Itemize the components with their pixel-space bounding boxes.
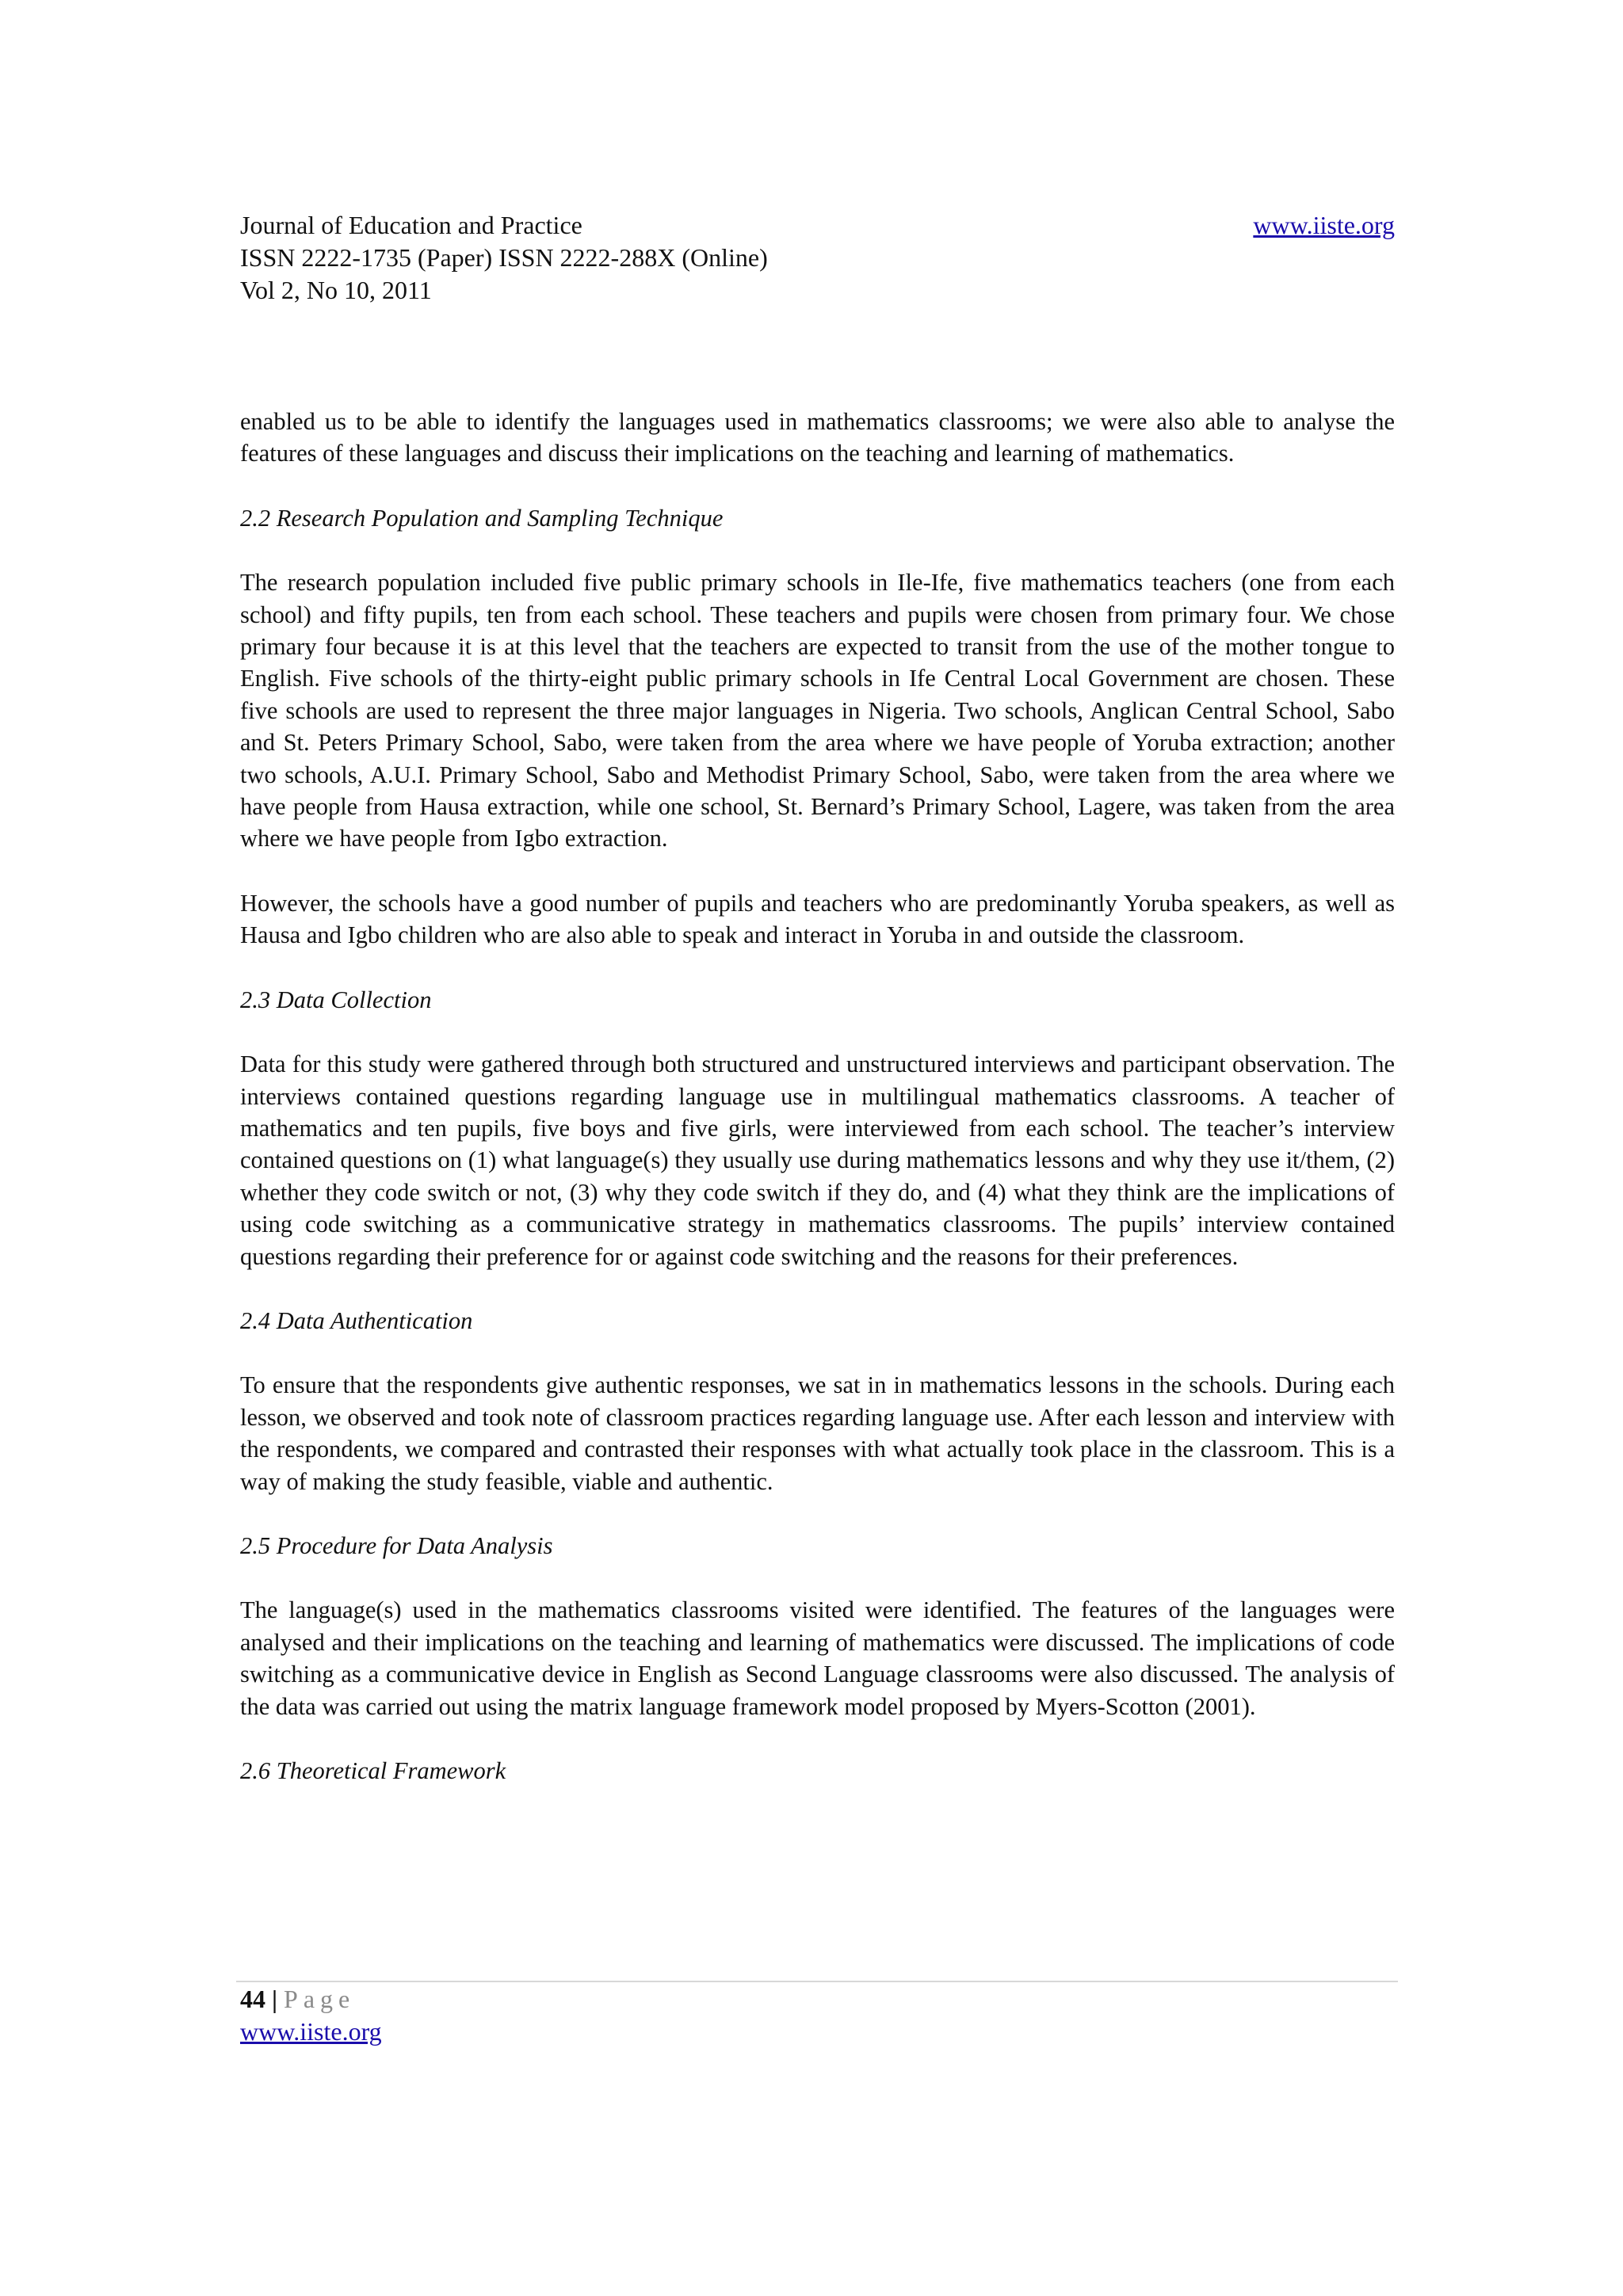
paragraph-data-analysis: The language(s) used in the mathematics classrooms visited were identified. The features of the languages were analysed and their implications on the teaching and learning of mathematics were discussed. The implications of code switching as a communicative device in English as Second Language classrooms were also discussed. The analysis of the data was carried out using the matrix language framework model proposed by Myers-Scotton (2001).	[240, 1596, 1395, 1720]
intro-paragraph: enabled us to be able to identify the languages used in mathematics classrooms; we were also able to analyse the features of these languages and discuss their implications on the teaching and learning of mathematics.	[240, 408, 1395, 467]
volume-info: Vol 2, No 10, 2011	[240, 276, 432, 304]
header-row-title	[240, 209, 1395, 242]
header-row-issn	[240, 242, 1395, 274]
issn-paper: ISSN 2222-1735 (Paper)	[240, 243, 493, 272]
article-body	[240, 406, 1395, 1787]
paragraph-data-collection: Data for this study were gathered through both structured and unstructured interviews and participant observation. The interviews contained questions regarding language use in multilingual mathematics classrooms. A teacher of mathematics and ten pupils, five boys and five girls, were interviewed from each school. The teacher’s interview contained questions on (1) what language(s) they usually use during mathematics lessons and why they use it/them, (2) whether they code switch or not, (3) why they code switch if they do, and (4) what they think are the implications of using code switching as a communicative strategy in mathematics classrooms. The pupils’ interview contained questions regarding their preference for or against code switching and the reasons for their preferences.	[240, 1051, 1395, 1270]
section-heading-data-collection: 2.3 Data Collection	[240, 986, 432, 1013]
page-separator: |	[272, 1985, 278, 2013]
page-footer	[240, 1983, 382, 2048]
paragraph-research-population: The research population included five public primary schools in Ile-Ife, five mathematics teachers (one from each school) and fifty pupils, ten from each school. These teachers and pupils were chosen from primary four. We chose primary four because it is at this level that the teachers are expected to transit from the use of the mother tongue to English. Five schools of the thirty-eight public primary schools in Ife Central Local Government are chosen. These five schools are used to represent the three major languages in Nigeria. Two schools, Anglican Central School, Sabo and St. Peters Primary School, Sabo, were taken from the area where we have people of Yoruba extraction; another two schools, A.U.I. Primary School, Sabo and Methodist Primary School, Sabo, were taken from the area where we have people from Hausa extraction, while one school, St. Bernard’s Primary School, Lagere, was taken from the area where we have people from Igbo extraction.	[240, 569, 1395, 852]
page-label: Page	[284, 1985, 356, 2013]
issn-online: ISSN 2222-288X (Online)	[498, 243, 768, 272]
page-number-line	[240, 1983, 382, 2016]
footer-website-link[interactable]: www.iiste.org	[240, 2017, 382, 2046]
section-heading-theoretical-framework: 2.6 Theoretical Framework	[240, 1757, 506, 1784]
paragraph-data-authentication: To ensure that the respondents give authentic responses, we sat in in mathematics lessons in the schools. During each lesson, we observed and took note of classroom practices regarding language use. After each lesson and interview with the respondents, we compared and contrasted their responses with what actually took place in the classroom. This is a way of making the study feasible, viable and authentic.	[240, 1371, 1395, 1495]
section-heading-data-authentication: 2.4 Data Authentication	[240, 1306, 473, 1334]
paragraph-schools-languages: However, the schools have a good number of pupils and teachers who are predominantly Yoruba speakers, as well as Hausa and Igbo children who are also able to speak and interact in Yoruba in and outside the classroom.	[240, 889, 1395, 949]
header-website-link[interactable]: www.iiste.org	[1253, 211, 1395, 239]
page-header	[240, 209, 1395, 307]
section-heading-data-analysis: 2.5 Procedure for Data Analysis	[240, 1531, 553, 1559]
page-number: 44	[240, 1985, 265, 2013]
journal-title: Journal of Education and Practice	[240, 211, 582, 239]
footer-divider	[236, 1981, 1398, 1982]
section-heading-research-population: 2.2 Research Population and Sampling Technique	[240, 504, 724, 532]
